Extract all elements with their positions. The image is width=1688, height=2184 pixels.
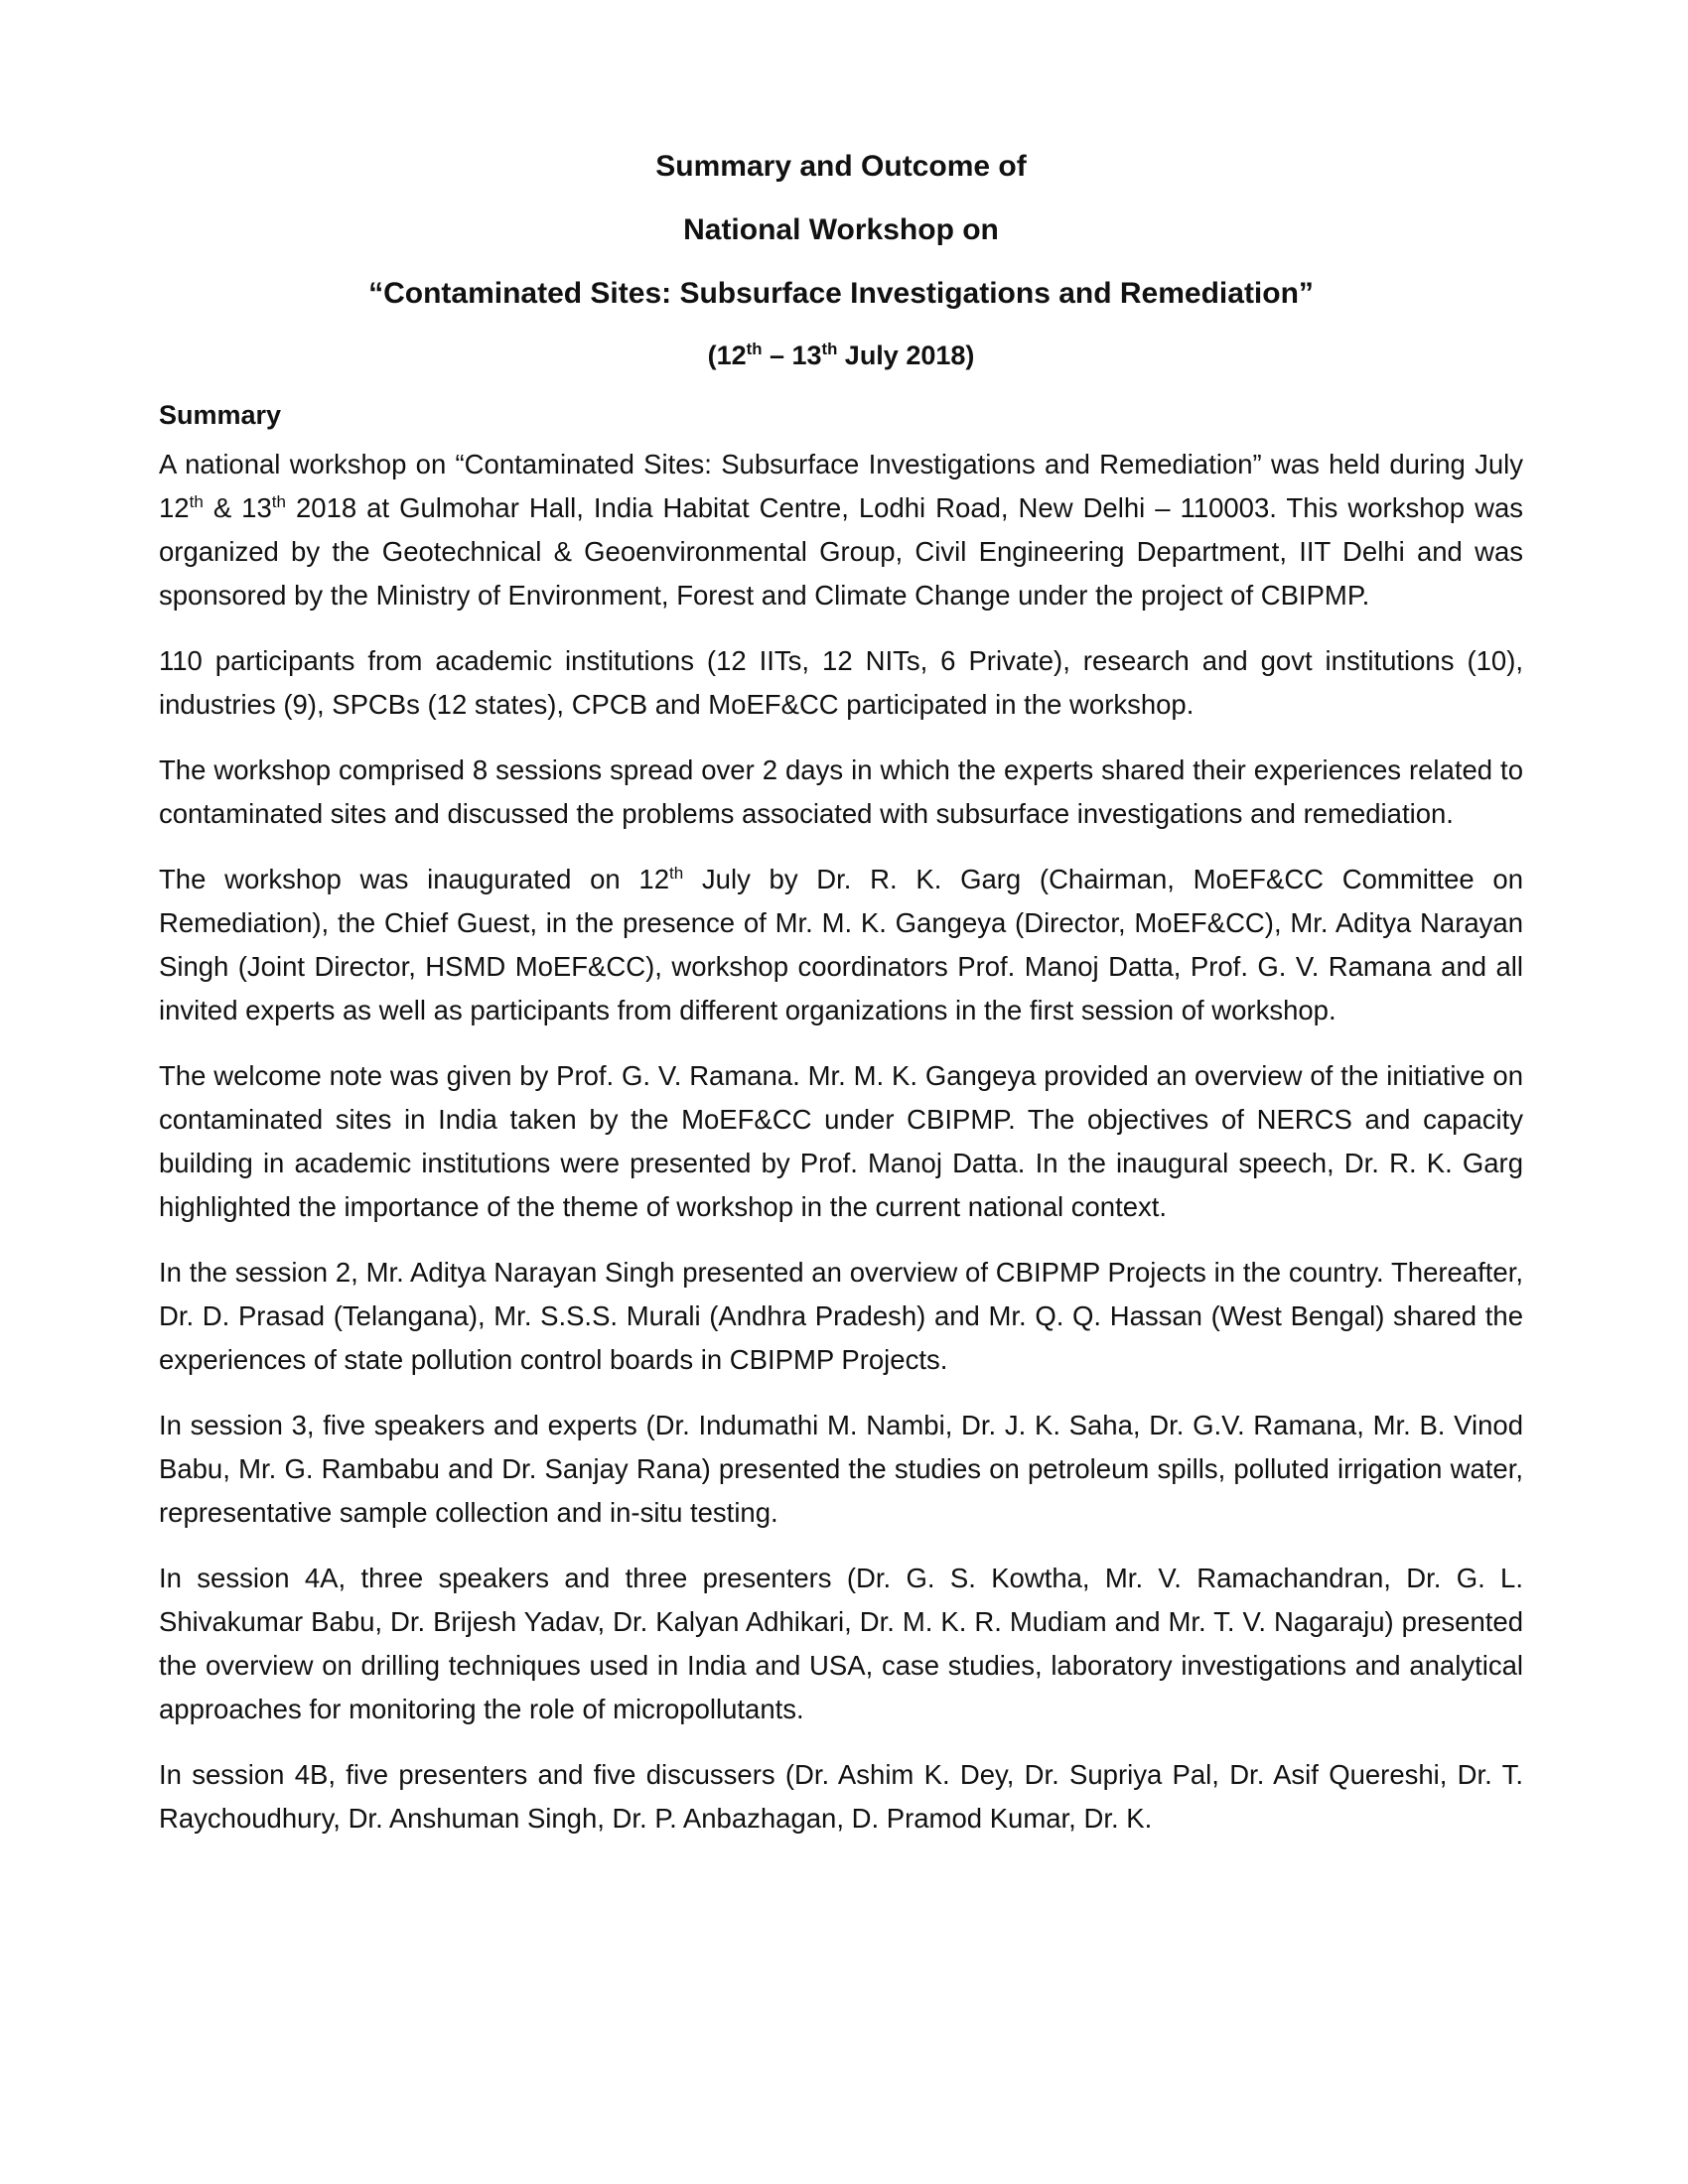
paragraph-1 (159, 443, 1523, 617)
date-rest: July 2018) (837, 341, 975, 370)
paragraph-7: In session 3, five speakers and experts (Dr. Indumathi M. Nambi, Dr. J. K. Saha, Dr. G.V. Ramana, Mr. B. Vinod Babu, Mr. G. Rambabu and Dr. Sanjay Rana) presented the studies on petroleum spills, polluted irrigation water, representative sample collection and in-situ testing. (159, 1410, 1523, 1528)
p4-text-b: July by Dr. R. K. Garg (Chairman, MoEF&CC Committee on Remediation), the Chief Guest, in the presence of Mr. M. K. Gangeya (Director, MoEF&CC), Mr. Aditya Narayan Singh (Joint Director, HSMD MoEF&CC), workshop coordinators Prof. Manoj Datta, Prof. G. V. Ramana and all invited experts as well as participants from different organizations in the first session of workshop. (159, 864, 1524, 1025)
date-open: (12 (707, 341, 747, 370)
summary-heading: Summary (159, 400, 282, 430)
p1-text-a: A national workshop on “Contaminated Sites: Subsurface Investigations and Remediation” was held during July 12 (159, 449, 1523, 523)
paragraph-6: In the session 2, Mr. Aditya Narayan Singh presented an overview of CBIPMP Projects in the country. Thereafter, Dr. D. Prasad (Telangana), Mr. S.S.S. Murali (Andhra Pradesh) and Mr. Q. Q. Hassan (West Bengal) shared the experiences of state pollution control boards in CBIPMP Projects. (159, 1257, 1523, 1375)
paragraph-3: The workshop comprised 8 sessions spread over 2 days in which the experts shared their experiences related to contaminated sites and discussed the problems associated with subsurface investigations and remediation. (159, 754, 1523, 829)
paragraph-5: The welcome note was given by Prof. G. V. Ramana. Mr. M. K. Gangeya provided an overview of the initiative on contaminated sites in India taken by the MoEF&CC under CBIPMP. The objectives of NERCS and capacity building in academic institutions were presented by Prof. Manoj Datta. In the inaugural speech, Dr. R. K. Garg highlighted the importance of the theme of workshop in the current national context. (159, 1060, 1523, 1222)
date-sup-1: th (746, 340, 763, 358)
workshop-dates (159, 326, 1523, 385)
paragraph-4 (159, 858, 1523, 1032)
paragraph-8: In session 4A, three speakers and three presenters (Dr. G. S. Kowtha, Mr. V. Ramachandran, Dr. G. L. Shivakumar Babu, Dr. Brijesh Yadav, Dr. Kalyan Adhikari, Dr. M. K. R. Mudiam and Mr. T. V. Nagaraju) presented the overview on drilling techniques used in India and USA, case studies, laboratory investigations and analytical approaches for monitoring the role of micropollutants. (159, 1563, 1523, 1724)
paragraph-2: 110 participants from academic institutions (12 IITs, 12 NITs, 6 Private), research and govt institutions (10), industries (9), SPCBs (12 states), CPCB and MoEF&CC participated in the workshop. (159, 645, 1523, 720)
p1-text-c: 2018 at Gulmohar Hall, India Habitat Centre, Lodhi Road, New Delhi – 110003. This workshop was organized by the Geotechnical & Geoenvironmental Group, Civil Engineering Department, IIT Delhi and was sponsored by the Ministry of Environment, Forest and Climate Change under the project of CBIPMP. (159, 492, 1523, 611)
p4-text-a: The workshop was inaugurated on 12 (159, 864, 669, 894)
paragraph-9: In session 4B, five presenters and five discussers (Dr. Ashim K. Dey, Dr. Supriya Pal, Dr. Asif Quereshi, Dr. T. Raychoudhury, Dr. Anshuman Singh, Dr. P. Anbazhagan, D. Pramod Kumar, Dr. K. (159, 1759, 1523, 1834)
title-line-2: National Workshop on (683, 213, 999, 246)
title-line-1: Summary and Outcome of (655, 150, 1027, 183)
p1-sup-1: th (189, 491, 204, 511)
date-sup-2: th (821, 340, 838, 358)
document-page (159, 135, 1523, 1862)
p1-text-b: & 13 (203, 492, 272, 523)
document-title (159, 135, 1523, 326)
date-dash: – 13 (762, 341, 822, 370)
p4-sup-1: th (669, 863, 684, 883)
title-line-3: “Contaminated Sites: Subsurface Investigations and Remediation” (368, 277, 1314, 310)
p1-sup-2: th (271, 491, 286, 511)
